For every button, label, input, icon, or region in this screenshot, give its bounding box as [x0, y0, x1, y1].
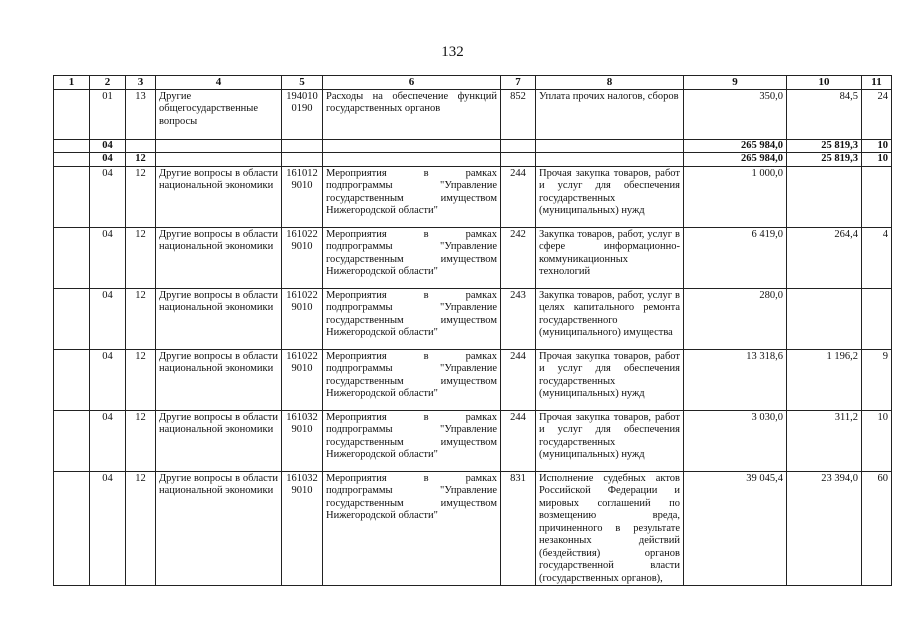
cell-target-article: 194010 0190	[282, 89, 323, 139]
cell-col1	[54, 471, 90, 586]
cell-actual: 25 819,3	[787, 153, 862, 167]
cell-percent: 10	[862, 139, 892, 153]
cell-expense-name: Прочая закупка товаров, работ и услуг для обеспечения государственных (муниципальных) нужд	[536, 410, 684, 471]
column-header: 9	[684, 76, 787, 90]
cell-col1	[54, 288, 90, 349]
cell-target-article	[282, 139, 323, 153]
cell-actual	[787, 166, 862, 227]
cell-col1	[54, 89, 90, 139]
column-header: 8	[536, 76, 684, 90]
cell-percent	[862, 288, 892, 349]
table-row	[54, 349, 892, 410]
cell-subsection: 12	[126, 166, 156, 227]
cell-expense-name	[536, 139, 684, 153]
cell-section-name	[156, 153, 282, 167]
cell-article-name: Мероприятия в рамках подпрограммы "Управление государственным имуществом Нижегородской области"	[323, 349, 501, 410]
cell-target-article: 161022 9010	[282, 288, 323, 349]
cell-section-name: Другие вопросы в области национальной экономики	[156, 227, 282, 288]
column-header: 10	[787, 76, 862, 90]
cell-subsection: 12	[126, 410, 156, 471]
cell-target-article: 161012 9010	[282, 166, 323, 227]
column-header: 5	[282, 76, 323, 90]
column-header: 1	[54, 76, 90, 90]
cell-article-name: Расходы на обеспечение функций государственных органов	[323, 89, 501, 139]
table-row-subtotal	[54, 139, 892, 153]
cell-expense-name: Прочая закупка товаров, работ и услуг для обеспечения государственных (муниципальных) нужд	[536, 349, 684, 410]
column-header: 6	[323, 76, 501, 90]
cell-section: 04	[90, 153, 126, 167]
cell-target-article: 161022 9010	[282, 349, 323, 410]
cell-plan: 3 030,0	[684, 410, 787, 471]
cell-plan: 265 984,0	[684, 153, 787, 167]
cell-section: 01	[90, 89, 126, 139]
cell-subsection: 12	[126, 288, 156, 349]
column-header: 7	[501, 76, 536, 90]
cell-section-name: Другие вопросы в области национальной экономики	[156, 166, 282, 227]
cell-expense-type: 852	[501, 89, 536, 139]
cell-actual: 1 196,2	[787, 349, 862, 410]
cell-article-name: Мероприятия в рамках подпрограммы "Управление государственным имуществом Нижегородской области"	[323, 166, 501, 227]
cell-actual: 311,2	[787, 410, 862, 471]
table-row-subtotal	[54, 153, 892, 167]
cell-section-name: Другие вопросы в области национальной экономики	[156, 410, 282, 471]
column-header: 3	[126, 76, 156, 90]
table-row	[54, 471, 892, 586]
cell-expense-type	[501, 153, 536, 167]
cell-percent: 10	[862, 410, 892, 471]
cell-subsection	[126, 139, 156, 153]
cell-plan: 265 984,0	[684, 139, 787, 153]
cell-target-article: 161022 9010	[282, 227, 323, 288]
cell-article-name: Мероприятия в рамках подпрограммы "Управление государственным имуществом Нижегородской области"	[323, 227, 501, 288]
cell-plan: 350,0	[684, 89, 787, 139]
cell-col1	[54, 166, 90, 227]
cell-section: 04	[90, 166, 126, 227]
cell-percent	[862, 166, 892, 227]
cell-expense-name	[536, 153, 684, 167]
cell-expense-type: 242	[501, 227, 536, 288]
cell-article-name: Мероприятия в рамках подпрограммы "Управление государственным имуществом Нижегородской области"	[323, 288, 501, 349]
cell-section: 04	[90, 471, 126, 586]
cell-section-name: Другие общегосударственные вопросы	[156, 89, 282, 139]
cell-expense-type	[501, 139, 536, 153]
cell-actual	[787, 288, 862, 349]
column-header: 2	[90, 76, 126, 90]
cell-section: 04	[90, 227, 126, 288]
cell-plan: 13 318,6	[684, 349, 787, 410]
cell-percent: 9	[862, 349, 892, 410]
table-row	[54, 227, 892, 288]
cell-percent: 4	[862, 227, 892, 288]
cell-percent: 60	[862, 471, 892, 586]
cell-article-name: Мероприятия в рамках подпрограммы "Управление государственным имуществом Нижегородской области"	[323, 410, 501, 471]
cell-section: 04	[90, 139, 126, 153]
cell-expense-type: 244	[501, 166, 536, 227]
cell-subsection: 12	[126, 471, 156, 586]
page-number: 132	[441, 44, 464, 60]
cell-plan: 280,0	[684, 288, 787, 349]
cell-actual: 23 394,0	[787, 471, 862, 586]
cell-section-name	[156, 139, 282, 153]
cell-subsection: 13	[126, 89, 156, 139]
cell-section-name: Другие вопросы в области национальной экономики	[156, 288, 282, 349]
table-row	[54, 89, 892, 139]
cell-subsection: 12	[126, 349, 156, 410]
table-body	[54, 76, 892, 586]
cell-col1	[54, 349, 90, 410]
cell-target-article	[282, 153, 323, 167]
cell-col1	[54, 153, 90, 167]
header-row	[54, 76, 892, 90]
cell-subsection: 12	[126, 227, 156, 288]
cell-subsection: 12	[126, 153, 156, 167]
cell-percent: 10	[862, 153, 892, 167]
cell-percent: 24	[862, 89, 892, 139]
budget-table	[53, 75, 892, 586]
cell-plan: 39 045,4	[684, 471, 787, 586]
cell-expense-name: Закупка товаров, работ, услуг в целях капитального ремонта государственного (муниципального) имущества	[536, 288, 684, 349]
cell-article-name	[323, 139, 501, 153]
cell-expense-name: Уплата прочих налогов, сборов	[536, 89, 684, 139]
cell-section-name: Другие вопросы в области национальной экономики	[156, 471, 282, 586]
cell-col1	[54, 139, 90, 153]
cell-col1	[54, 410, 90, 471]
cell-expense-type: 244	[501, 410, 536, 471]
cell-plan: 1 000,0	[684, 166, 787, 227]
cell-section: 04	[90, 288, 126, 349]
cell-expense-name: Закупка товаров, работ, услуг в сфере информационно-коммуникационных технологий	[536, 227, 684, 288]
cell-actual: 84,5	[787, 89, 862, 139]
cell-section: 04	[90, 410, 126, 471]
table-row	[54, 410, 892, 471]
cell-expense-type: 831	[501, 471, 536, 586]
cell-target-article: 161032 9010	[282, 410, 323, 471]
cell-section: 04	[90, 349, 126, 410]
cell-actual: 264,4	[787, 227, 862, 288]
cell-expense-name: Прочая закупка товаров, работ и услуг для обеспечения государственных (муниципальных) нужд	[536, 166, 684, 227]
cell-expense-type: 243	[501, 288, 536, 349]
cell-actual: 25 819,3	[787, 139, 862, 153]
table-row	[54, 288, 892, 349]
cell-plan: 6 419,0	[684, 227, 787, 288]
column-header: 11	[862, 76, 892, 90]
cell-expense-name: Исполнение судебных актов Российской Федерации и мировых соглашений по возмещению вреда, причиненного в результате незаконных действий (бездействия) органов государственной власти (государственных органов),	[536, 471, 684, 586]
cell-section-name: Другие вопросы в области национальной экономики	[156, 349, 282, 410]
column-header: 4	[156, 76, 282, 90]
cell-article-name	[323, 153, 501, 167]
cell-expense-type: 244	[501, 349, 536, 410]
table-row	[54, 166, 892, 227]
cell-article-name: Мероприятия в рамках подпрограммы "Управление государственным имуществом Нижегородской области"	[323, 471, 501, 586]
cell-target-article: 161032 9010	[282, 471, 323, 586]
cell-col1	[54, 227, 90, 288]
